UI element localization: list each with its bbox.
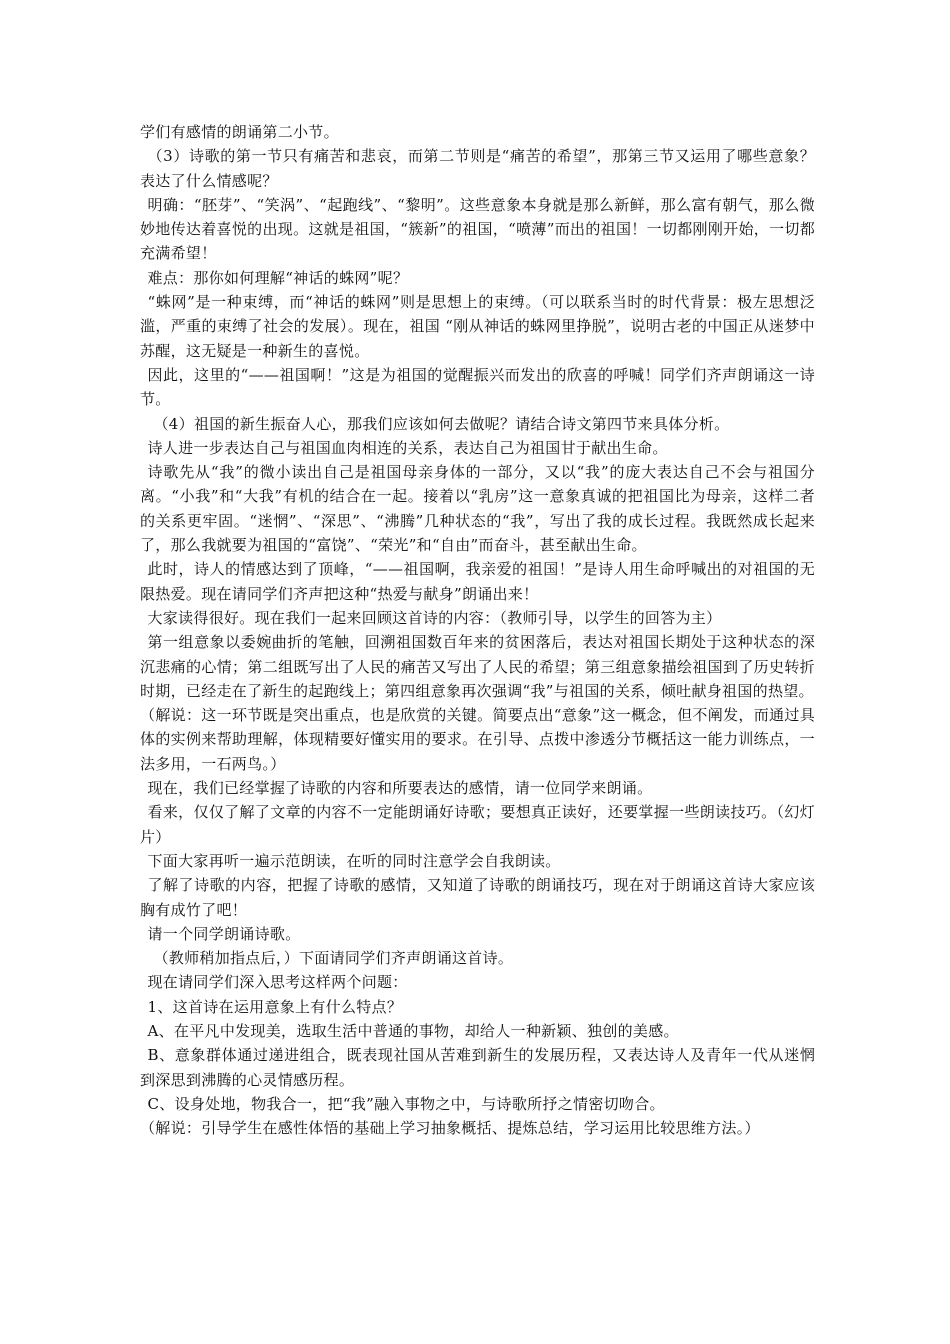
paragraph: 1、这首诗在运用意象上有什么特点？ [147,997,403,1016]
paragraph: 此时，诗人的情感达到了顶峰，“——祖国啊，我亲爱的祖国！”是诗人用生命呼喊出的对祖国的无限热爱。现在请同学们齐声把这种“热爱与献身”朗诵出来！ [140,560,815,603]
paragraph: 了解了诗歌的内容，把握了诗歌的感情，又知道了诗歌的朗诵技巧，现在对于朗诵这首诗大家应该胸有成竹了吧！ [140,876,815,919]
paragraph: 诗歌先从“我”的微小读出自己是祖国母亲身体的一部分，又以“我”的庞大表达自己不会与祖国分离。“小我”和“大我”有机的结合在一起。接着以“乳房”这一意象真诚的把祖国比为母亲，这样二者的关系更牢固。“迷惘”、“深思”、“沸腾”几种状态的“我”，写出了我的成长过程。我既然成长起来了，那么我就要为祖国的“富饶”、“荣光”和“自由”而奋斗，甚至献出生命。 [140,463,815,555]
paragraph: 诗人进一步表达自己与祖国血肉相连的关系，表达自己为祖国甘于献出生命。 [147,438,668,457]
paragraph: （解说：这一环节既是突出重点，也是欣赏的关键。简要点出“意象”这一概念，但不阐发，而通过具体的实例来帮助理解，体现精要好懂实用的要求。在引导、点拨中渗透分节概括这一能力训练点，一法多用，一石两鸟。） [140,706,815,773]
paragraph: C、设身处地，物我合一，把“我”融入事物之中，与诗歌所抒之情密切吻合。 [147,1094,665,1113]
paragraph: 第一组意象以委婉曲折的笔触，回溯祖国数百年来的贫困落后，表达对祖国长期处于这种状态的深沉悲痛的心情；第二组既写出了人民的痛苦又写出了人民的希望；第三组意象描绘祖国到了历史转折时期，已经走在了新生的起跑线上；第四组意象再次强调“我”与祖国的关系，倾吐献身祖国的热望。 [140,633,815,700]
paragraph: 下面大家再听一遍示范朗读，在听的同时注意学会自我朗读。 [147,851,561,870]
paragraph: 现在请同学们深入思考这样两个问题： [147,973,408,992]
paragraph: 因此，这里的“——祖国啊！”这是为祖国的觉醒振兴而发出的欣喜的呼喊！同学们齐声朗诵这一诗节。 [140,365,815,409]
paragraph: 明确：“胚芽”、“笑涡”、“起跑线”、“黎明”。这些意象本身就是那么新鲜，那么富有朝气，那么微妙地传达着喜悦的出现。这就是祖国，“簇新”的祖国，“喷薄”而出的祖国！一切都刚刚开始，一切都充满希望！ [140,195,815,263]
document-body [140,120,815,1140]
paragraph: 学们有感情的朗诵第二小节。 [140,123,339,141]
paragraph: 大家读得很好。现在我们一起来回顾这首诗的内容：（教师引导，以学生的回答为主） [147,608,722,627]
paragraph: B、意象群体通过递进组合，既表现社国从苦难到新生的发展历程，又表达诗人及青年一代从迷惘到深思到沸腾的心灵情感历程。 [140,1046,815,1089]
paragraph: （教师稍加指点后，）下面请同学们齐声朗诵这首诗。 [153,949,514,968]
paragraph: “蛛网”是一种束缚，而“神话的蛛网”则是思想上的束缚。（可以联系当时的时代背景：极左思想泛滥，严重的束缚了社会的发展）。现在，祖国 “刚从神话的蛛网里挣脱”，说明古老的中国正从迷梦中苏醒，这无疑是一种新生的喜悦。 [140,293,815,360]
paragraph: （解说：引导学生在感性体悟的基础上学习抽象概括、提炼总结，学习运用比较思维方法。） [140,1119,760,1138]
paragraph: （3）诗歌的第一节只有痛苦和悲哀，而第二节则是“痛苦的希望”，那第三节又运用了哪些意象？表达了什么情感呢？ [140,147,815,190]
paragraph: A、在平凡中发现美，选取生活中普通的事物，却给人一种新颖、独创的美感。 [147,1021,679,1040]
paragraph: 请一个同学朗诵诗歌。 [147,924,301,943]
paragraph: 现在，我们已经掌握了诗歌的内容和所要表达的感情，请一位同学来朗诵。 [147,779,653,798]
paragraph: 难点：那你如何理解“神话的蛛网”呢？ [147,268,409,287]
paragraph: （4）祖国的新生振奋人心，那我们应该如何去做呢？请结合诗文第四节来具体分析。 [153,414,730,433]
paragraph: 看来，仅仅了解了文章的内容不一定能朗诵好诗歌；要想真正读好，还要掌握一些朗读技巧。（幻灯片） [140,803,815,846]
